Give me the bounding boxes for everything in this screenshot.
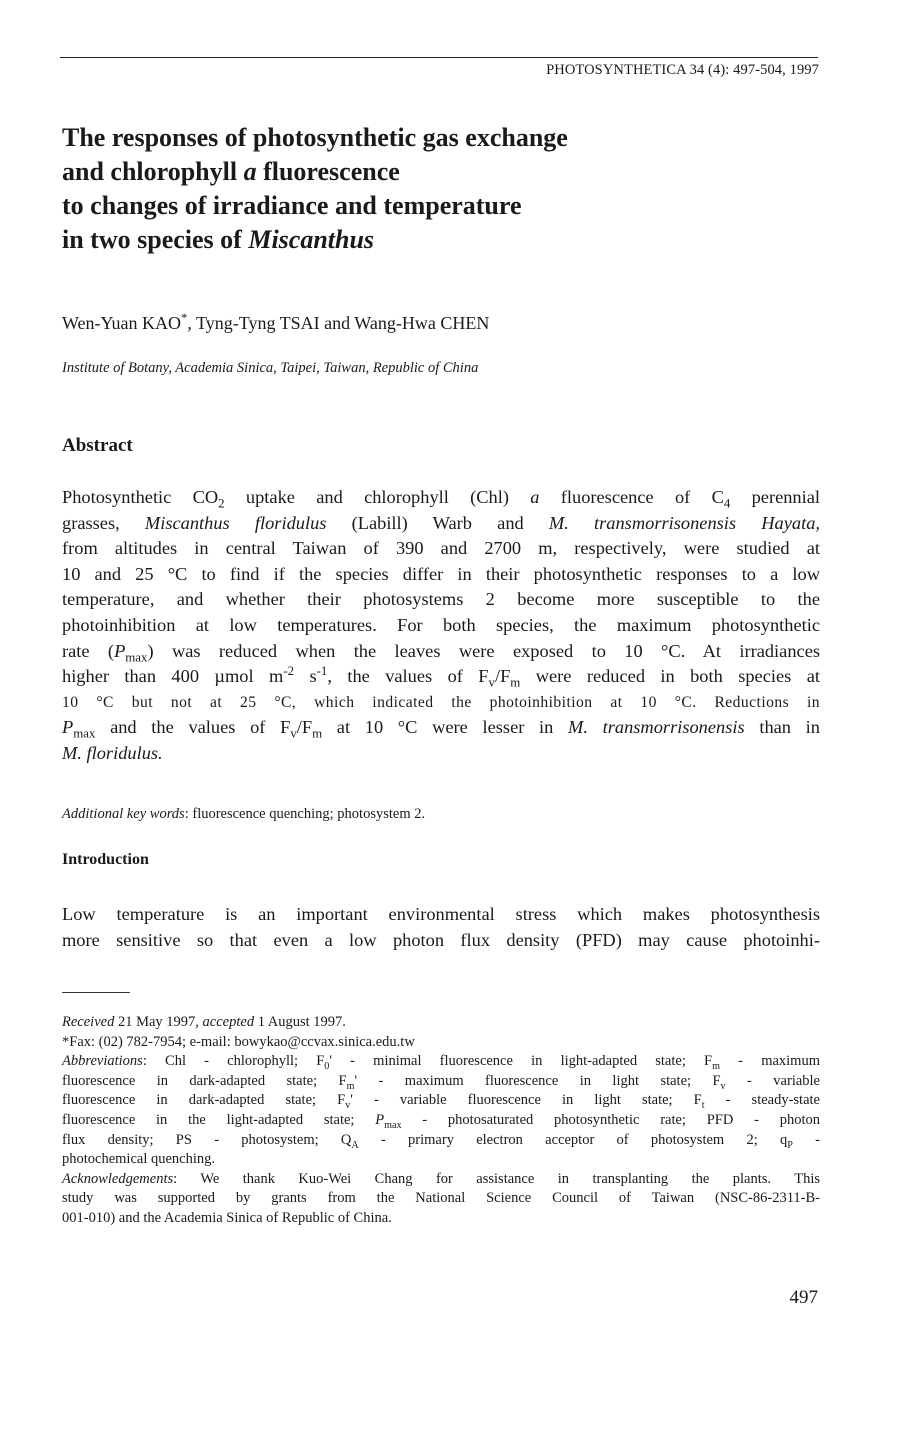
title-line-4: in two species of Miscanthus	[62, 225, 375, 254]
abstract-line: 10 °C but not at 25 °C, which indicated the photoinhibition at 10 °C. Reductions in	[62, 693, 820, 711]
title-line-3: to changes of irradiance and temperature	[62, 191, 522, 220]
abstract-line: higher than 400 µmol $m^{-2}$ $s^{-1}$, the values of $F_v/F_m$ were reduced in both species at	[62, 664, 820, 690]
abbreviations-line: fluorescence in dark-adapted state; $F_m'$ - maximum fluorescence in light state; $F_v$ - variable	[62, 1072, 820, 1092]
footnote-rule	[62, 992, 130, 993]
introduction-body	[62, 902, 820, 953]
title-line-1: The responses of photosynthetic gas exchange	[62, 123, 568, 152]
abbreviations-line: fluorescence in the light-adapted state; $P_{max}$ - photosaturated photosynthetic rate; PFD - photon	[62, 1111, 820, 1131]
journal-header: PHOTOSYNTHETICA 34 (4): 497-504, 1997	[546, 62, 819, 78]
abstract-heading: Abstract	[62, 435, 133, 456]
acknowledgements-line: 001-010) and the Academia Sinica of Republic of China.	[62, 1209, 392, 1226]
authors: Wen-Yuan KAO*, Tyng-Tyng TSAI and Wang-Hwa CHEN	[62, 311, 490, 333]
abbreviations-line: fluorescence in dark-adapted state; $F_v'$ - variable fluorescence in light state; $F_t$ - steady-state	[62, 1092, 820, 1112]
abstract-line: rate $(P_{max})$ was reduced when the leaves were exposed to 10 °C. At irradiances	[62, 640, 821, 665]
introduction-line: Low temperature is an important environmental stress which makes photosynthesis	[62, 904, 820, 924]
abstract-line: photoinhibition at low temperatures. For both species, the maximum photosynthetic	[62, 614, 820, 635]
acknowledgements-line: Acknowledgements: We thank Kuo-Wei Chang for assistance in transplanting the plants. This	[62, 1170, 820, 1187]
abbreviations-line: photochemical quenching.	[62, 1151, 216, 1168]
title-line-2: and chlorophyll a fluorescence	[62, 157, 400, 186]
abstract-line: grasses, Miscanthus floridulus (Labill) Warb and M. transmorrisonensis Hayata,	[62, 512, 820, 533]
abbreviations-line: flux density; PS - photosystem; $Q_A$ - primary electron acceptor of photosystem 2; $q_P$ -	[62, 1131, 820, 1151]
abstract-line: from altitudes in central Taiwan of 390 and 2700 m, respectively, were studied at	[62, 538, 820, 559]
page-number: 497	[789, 1287, 818, 1308]
abbreviations-line: Abbreviations: Chl - chlorophyll; $F_0'$ - minimal fluorescence in light-adapted state; $F_m$ - maximum	[62, 1053, 820, 1073]
affiliation: Institute of Botany, Academia Sinica, Taipei, Taiwan, Republic of China	[62, 360, 479, 376]
abstract-line: 10 and 25 °C to find if the species differ in their photosynthetic responses to a low	[62, 563, 820, 584]
abstract-line: $P_{max}$ and the values of $F_v/F_m$ at 10 °C were lesser in M. transmorrisonensis than in	[62, 717, 820, 742]
footnotes	[62, 1013, 820, 1229]
corresponding-contact: *Fax: (02) 782-7954; e-mail: bowykao@ccvax.sinica.edu.tw	[62, 1033, 415, 1050]
additional-keywords: Additional key words: fluorescence quenching; photosystem 2.	[62, 806, 426, 822]
acknowledgements-line: study was supported by grants from the National Science Council of Taiwan (NSC-86-2311-B-	[62, 1190, 820, 1207]
header-rule	[60, 57, 818, 58]
abstract-line: M. floridulus.	[62, 742, 163, 763]
abstract-line: Photosynthetic $CO_2$ uptake and chlorophyll (Chl) a fluorescence of $C_4$ perennial	[62, 487, 821, 511]
paper-title	[62, 121, 702, 257]
abstract-body	[62, 485, 820, 767]
introduction-line: more sensitive so that even a low photon flux density (PFD) may cause photoinhi-	[62, 929, 820, 950]
introduction-heading: Introduction	[62, 851, 149, 868]
abstract-line: temperature, and whether their photosystems 2 become more susceptible to the	[62, 589, 820, 610]
received-dates: Received 21 May 1997, accepted 1 August 1997.	[62, 1014, 346, 1030]
